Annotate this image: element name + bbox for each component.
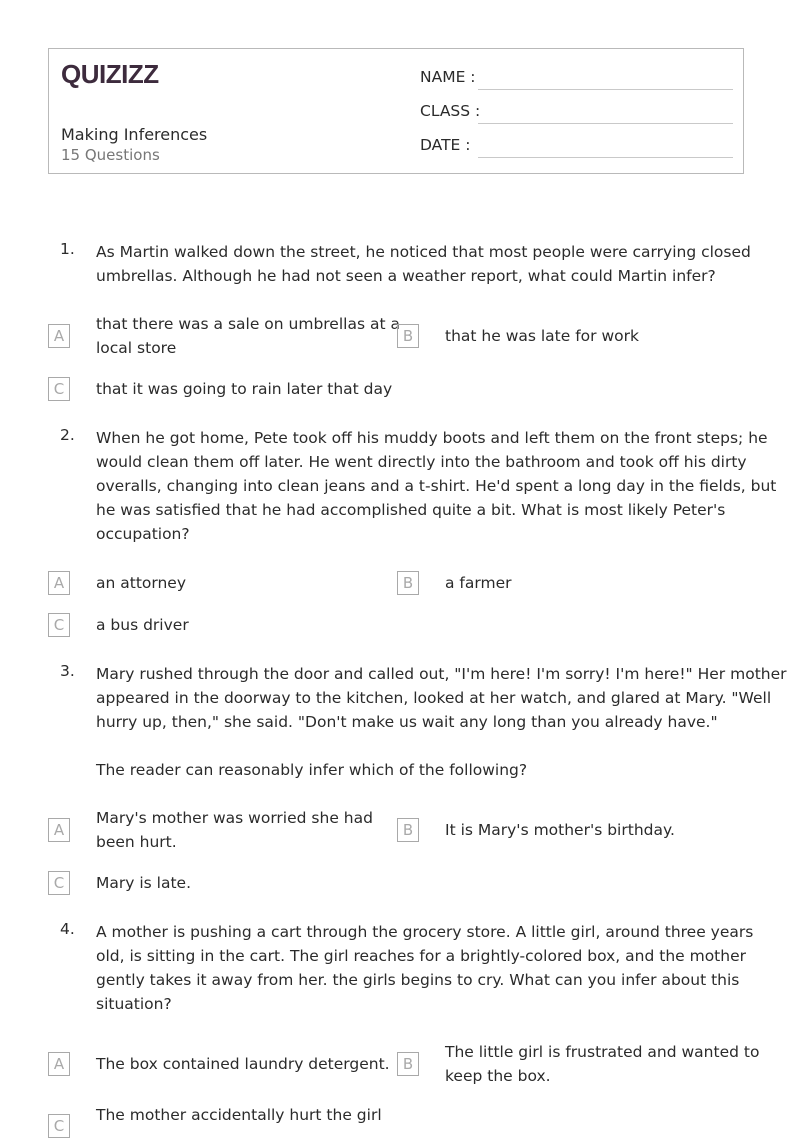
quizizz-logo: QUIZIZZ bbox=[61, 59, 159, 89]
class-line bbox=[478, 123, 733, 124]
question-line: hurry up, then," she said. "Don't make us wait any long than you already have." bbox=[96, 713, 718, 731]
question-text bbox=[96, 662, 787, 782]
option-c: Mary is late. bbox=[96, 874, 191, 892]
question-text bbox=[96, 240, 751, 288]
question-line: overalls, changing into clean jeans and a t-shirt. He'd spent a long day in the fields, but bbox=[96, 477, 777, 495]
option-letter-a: A bbox=[48, 324, 70, 348]
date-label: DATE : bbox=[420, 136, 471, 154]
question-line: would clean them off later. He went directly into the bathroom and took off his dirty bbox=[96, 453, 747, 471]
option-b: It is Mary's mother's birthday. bbox=[445, 821, 675, 839]
question-line: old, is sitting in the cart. The girl reaches for a brightly-colored box, and the mother bbox=[96, 947, 746, 965]
option-line: keep the box. bbox=[445, 1067, 551, 1085]
option-letter-b: B bbox=[397, 324, 419, 348]
question-line: A mother is pushing a cart through the grocery store. A little girl, around three years bbox=[96, 923, 754, 941]
option-letter-a: A bbox=[48, 818, 70, 842]
question-line: As Martin walked down the street, he noticed that most people were carrying closed bbox=[96, 243, 751, 261]
question-line: gently takes it away from her. the girls begins to cry. What can you infer about this bbox=[96, 971, 740, 989]
option-c: that it was going to rain later that day bbox=[96, 380, 393, 398]
option-line: been hurt. bbox=[96, 833, 177, 851]
option-letter-c: C bbox=[48, 871, 70, 895]
question-number: 2. bbox=[60, 426, 75, 444]
option-letter-b: B bbox=[397, 818, 419, 842]
option-letter-c: C bbox=[48, 377, 70, 401]
question-count: 15 Questions bbox=[61, 146, 160, 164]
date-line bbox=[478, 157, 733, 158]
option-line: that there was a sale on umbrellas at a bbox=[96, 315, 400, 333]
question-text bbox=[96, 920, 754, 1016]
question-text bbox=[96, 426, 777, 546]
option-b: a farmer bbox=[445, 574, 512, 592]
option-a: an attorney bbox=[96, 574, 187, 592]
option-line: Mary's mother was worried she had bbox=[96, 809, 373, 827]
question-line: When he got home, Pete took off his muddy boots and left them on the front steps; he bbox=[96, 429, 768, 447]
option-c: a bus driver bbox=[96, 616, 189, 634]
name-line bbox=[478, 89, 733, 90]
option-a bbox=[96, 806, 373, 854]
option-a: The box contained laundry detergent. bbox=[96, 1055, 390, 1073]
question-line: umbrellas. Although he had not seen a weather report, what could Martin infer? bbox=[96, 267, 716, 285]
question-number: 1. bbox=[60, 240, 75, 258]
option-letter-c: C bbox=[48, 613, 70, 637]
worksheet-title: Making Inferences bbox=[61, 125, 208, 144]
option-b bbox=[445, 1040, 759, 1088]
question-line: he was satisfied that he had accomplished quite a bit. What is most likely Peter's bbox=[96, 501, 726, 519]
option-letter-c: C bbox=[48, 1114, 70, 1138]
question-line: Mary rushed through the door and called out, "I'm here! I'm sorry! I'm here!" Her mother bbox=[96, 665, 787, 683]
option-a bbox=[96, 312, 400, 360]
option-c: The mother accidentally hurt the girl bbox=[96, 1106, 382, 1124]
option-line: local store bbox=[96, 339, 177, 357]
paragraph-gap bbox=[96, 734, 746, 758]
option-line: The little girl is frustrated and wanted to bbox=[445, 1043, 760, 1061]
question-number: 4. bbox=[60, 920, 75, 938]
question-line: appeared in the doorway to the kitchen, looked at her watch, and glared at Mary. "Well bbox=[96, 689, 772, 707]
option-letter-b: B bbox=[397, 1052, 419, 1076]
option-letter-a: A bbox=[48, 571, 70, 595]
class-label: CLASS : bbox=[420, 102, 481, 120]
option-letter-b: B bbox=[397, 571, 419, 595]
option-b: that he was late for work bbox=[445, 327, 639, 345]
question-number: 3. bbox=[60, 662, 75, 680]
option-letter-a: A bbox=[48, 1052, 70, 1076]
worksheet-header bbox=[48, 48, 744, 174]
question-line: situation? bbox=[96, 995, 172, 1013]
name-label: NAME : bbox=[420, 68, 476, 86]
question-line: occupation? bbox=[96, 525, 190, 543]
question-prompt: The reader can reasonably infer which of the following? bbox=[96, 761, 528, 779]
